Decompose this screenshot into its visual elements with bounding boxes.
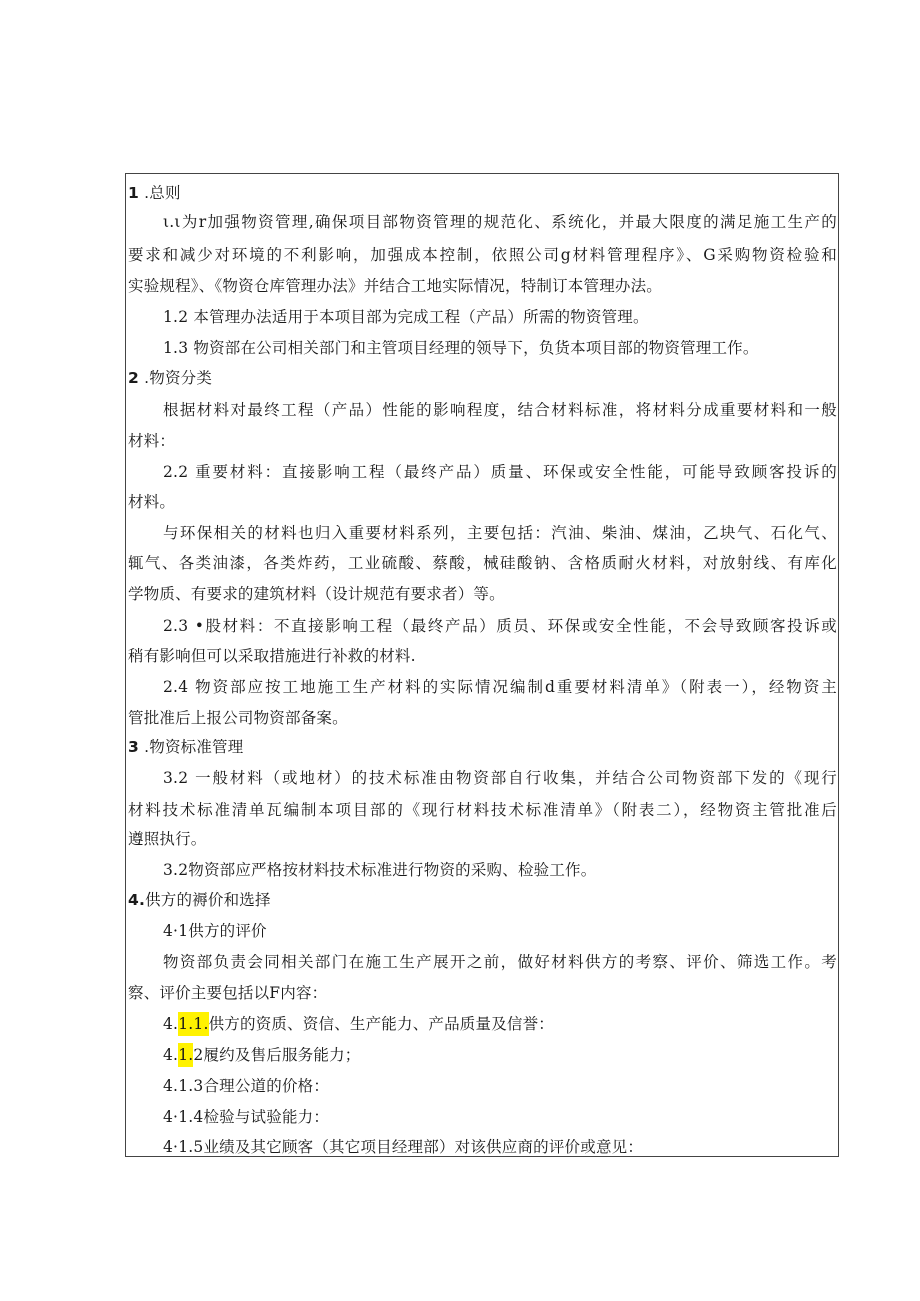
paragraph-2-2-line-2: 材料。 <box>128 493 176 511</box>
paragraph-1-3: 1.3 物资部在公司相关部门和主管项目经理的领导下，负货本项目部的物资管理工作。 <box>163 339 759 357</box>
paragraph-2-1-line-2: 材料： <box>128 432 176 450</box>
section-2-heading: 2 .物资分类 <box>128 369 213 387</box>
paragraph-4-1-line-2: 察、评价主要包括以F内容： <box>128 984 328 1002</box>
paragraph-2-env-line-2: 辄气、各类油漆，各类炸药，工业硫酸、蔡酸，械硅酸钠、含格质耐火材料，对放射线、有库化 <box>128 554 837 572</box>
list-item-4-1-2: 4.1.2履约及售后服务能力； <box>163 1045 360 1065</box>
section-4-heading: 4.供方的褥价和选择 <box>128 891 271 909</box>
paragraph-4-1-line-1: 物资部负责会同相关部门在施工生产展开之前，做好材料供方的考察、评价、筛选工作。考 <box>163 953 837 971</box>
paragraph-2-1-line-1: 根据材料对最终工程（产品）性能的影响程度，结合材料标准，将材料分成重要材料和一般 <box>163 401 837 419</box>
paragraph-1-1-line-2: 要求和减少对环境的不利影响，加强成本控制，依照公司g材料管理程序》、G采购物资检验和 <box>128 246 837 264</box>
paragraph-2-3-line-2: 稍有影响但可以采取措施进行补救的材料. <box>128 647 416 665</box>
list-item-4-1-1: 4.1.1.供方的资质、资信、生产能力、产品质量及信誉： <box>163 1014 554 1034</box>
paragraph-2-2-line-1: 2.2 重要材料：直接影响工程（最终产品）质量、环保或安全性能，可能导致顾客投诉的 <box>163 463 837 481</box>
section-1-heading: 1 .总则 <box>128 184 181 202</box>
paragraph-2-env-line-3: 学物质、有要求的建筑材料（设计规范有要求者）等。 <box>128 585 505 603</box>
paragraph-2-4-line-1: 2.4 物资部应按工地施工生产材料的实际情况编制d重要材料清单》（附表一），经物资主 <box>163 678 837 696</box>
highlight-mark: 1.1. <box>178 1012 208 1036</box>
paragraph-3-1-line-2: 材料技术标准清单瓦编制本项目部的《现行材料技术标准清单》（附表二），经物资主管批准后 <box>128 801 837 819</box>
highlight-mark: 1. <box>178 1043 193 1067</box>
paragraph-1-2: 1.2 本管理办法适用于本项目部为完成工程（产品）所需的物资管理。 <box>163 308 649 326</box>
list-item-4-1-3: 4.1.3合理公道的价格： <box>163 1077 330 1095</box>
paragraph-2-env-line-1: 与环保相关的材料也归入重要材料系列，主要包括：汽油、柴油、煤油，乙块气、石化气、 <box>163 524 837 542</box>
paragraph-1-1-line-1: ι.ι为r加强物资管理,确保项目部物资管理的规范化、系统化，并最大限度的满足施工生产的 <box>163 213 837 231</box>
paragraph-1-1-line-3: 实验规程》、《物资仓库管理办法》并结合工地实际情况，特制订本管理办法。 <box>128 277 663 295</box>
list-item-4-1-5: 4·1.5业绩及其它顾客（其它项目经理部）对该供应商的评价或意见： <box>163 1138 644 1156</box>
paragraph-3-1-line-3: 遵照执行。 <box>128 830 207 848</box>
paragraph-4-1-title: 4·1供方的评价 <box>163 922 267 940</box>
list-item-4-1-4: 4·1.4检验与试验能力： <box>163 1108 330 1126</box>
section-3-heading: 3 .物资标准管理 <box>128 738 244 756</box>
paragraph-2-3-line-1: 2.3 •股材料：不直接影响工程（最终产品）质员、环保或安全性能，不会导致顾客投诉或 <box>163 617 837 635</box>
paragraph-2-4-line-2: 管批准后上报公司物资部备案。 <box>128 709 348 727</box>
paragraph-3-2: 3.2物资部应严格按材料技术标准进行物资的采购、检验工作。 <box>163 861 597 879</box>
paragraph-3-1-line-1: 3.2 一般材料（或地材）的技术标准由物资部自行收集，并结合公司物资部下发的《现行 <box>163 769 837 787</box>
